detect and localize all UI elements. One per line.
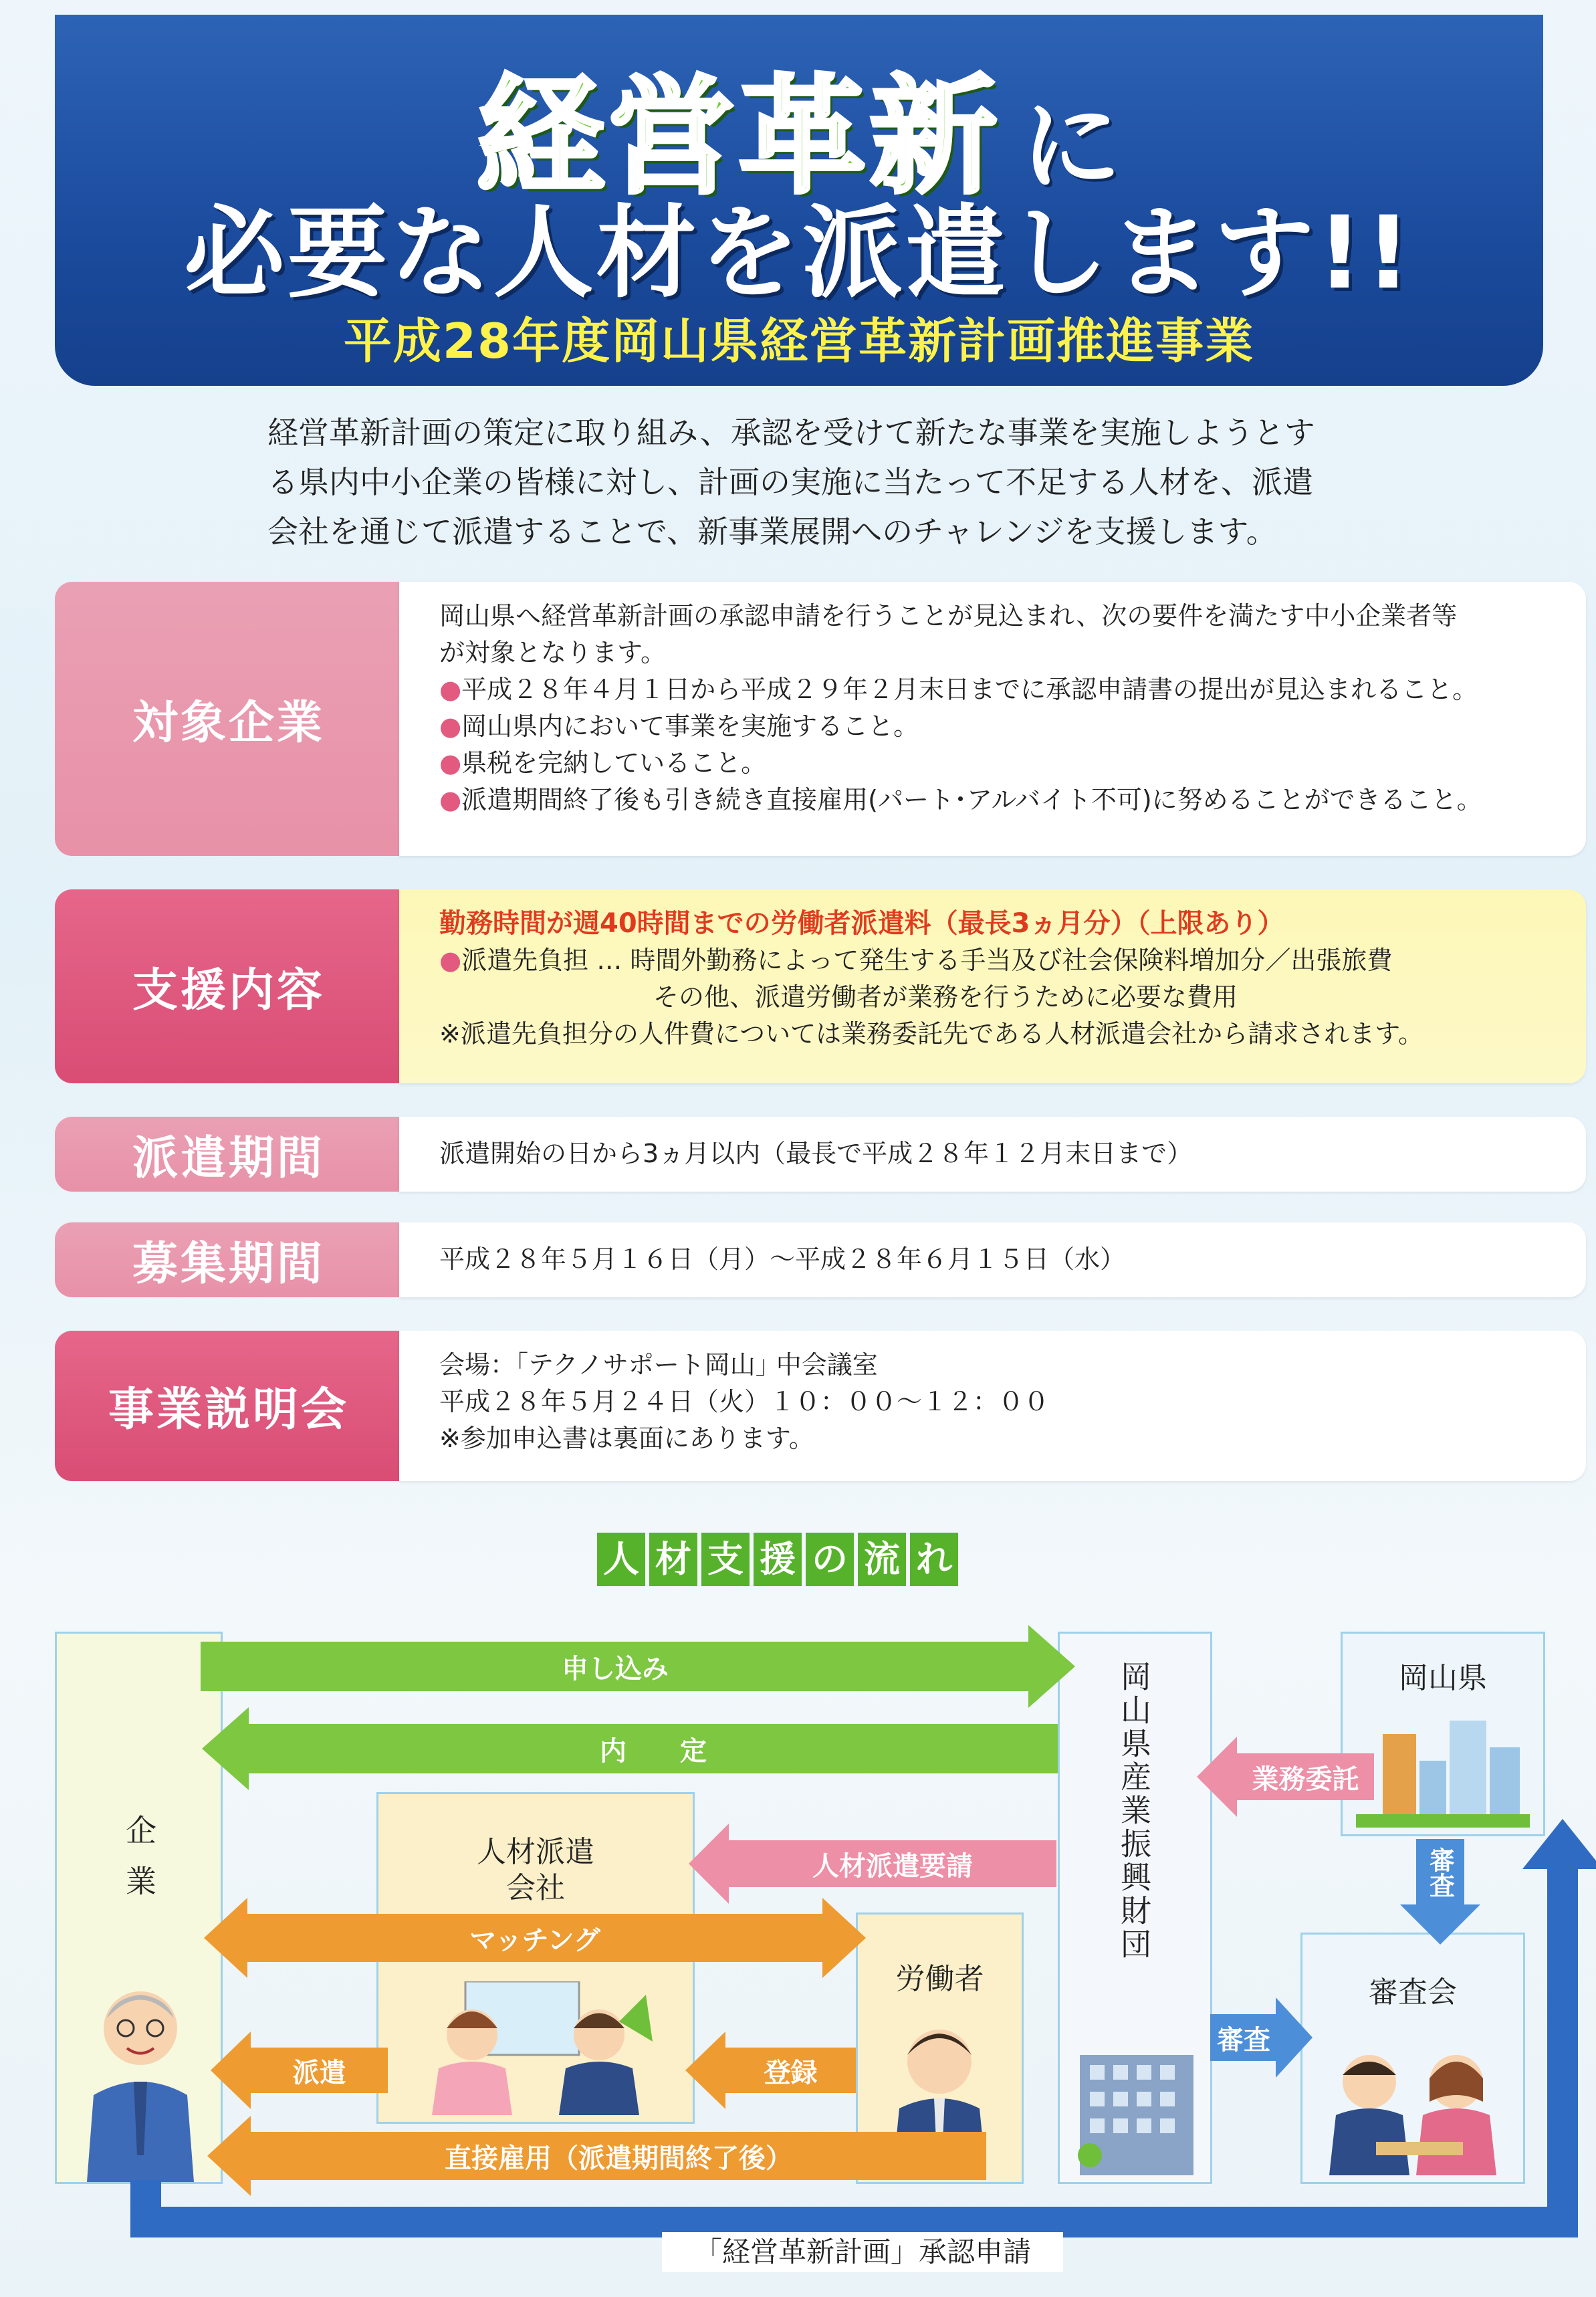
committee-meeting-icon: [1316, 2042, 1510, 2175]
company-label: 企業: [121, 1814, 157, 1916]
briefing-line3: ※参加申込書は裏面にあります。: [439, 1424, 814, 1453]
approve-arrow-label: 内 定: [600, 1735, 707, 1767]
approve-arrow: [249, 1724, 1058, 1773]
city-buildings-icon: [1356, 1707, 1530, 1828]
target-b3: 県税を完納していること。: [461, 748, 767, 778]
label-briefing: 事業説明会: [55, 1331, 403, 1481]
matching-arrow-label: マッチング: [469, 1925, 600, 1956]
register-arrow: [725, 2048, 856, 2093]
direct-hire-arrow: [251, 2132, 986, 2180]
foundation-label: 岡山県産業振興財団: [1116, 1660, 1152, 1961]
matching-right-arrowhead-icon: [822, 1898, 866, 1978]
direct-hire-arrowhead-icon: [207, 2116, 251, 2196]
register-arrowhead-icon: [685, 2032, 725, 2109]
agency-line1: 人材派遣: [477, 1835, 594, 1869]
dispatch-arrowhead-icon: [211, 2032, 251, 2109]
briefing-line1: 会場：｢テクノサポート岡山｣ 中会議室: [439, 1350, 878, 1380]
flow-title-char: 支: [701, 1533, 750, 1586]
committee-label: 審査会: [1369, 1975, 1457, 2009]
subtitle: 平成28年度岡山県経営革新計画推進事業: [343, 313, 1255, 369]
title-line2: 必要な人材を派遣します!!: [184, 195, 1414, 312]
apply-arrowhead-icon: [1028, 1625, 1075, 1708]
support-b1: 派遣先負担 … 時間外勤務によって発生する手当及び社会保険料増加分／出張旅費: [461, 946, 1393, 975]
flow-title-char: 流: [858, 1533, 906, 1586]
prefecture-label: 岡山県: [1399, 1661, 1487, 1695]
flow-title-char: 材: [649, 1533, 697, 1586]
review-right-arrow: [1210, 2014, 1277, 2061]
target-b4: 派遣期間終了後も引き続き直接雇用(パート･アルバイト不可)に努めることができること。: [461, 785, 1482, 814]
matching-left-arrowhead-icon: [204, 1898, 247, 1978]
dispatch-arrow-label: 派遣: [292, 2057, 346, 2088]
label-recruit: 募集期間: [55, 1222, 403, 1297]
target-line1: 岡山県へ経営革新計画の承認申請を行うことが見込まれ、次の要件を満たす中小企業者等: [439, 601, 1458, 631]
content-target: [399, 582, 1586, 856]
bullet-icon: ●: [439, 675, 462, 704]
intro-line: 経営革新計画の策定に取り組み、承認を受けて新たな事業を実施しようとす: [267, 415, 1315, 451]
bullet-icon: ●: [439, 785, 462, 814]
review-right-label: 審査: [1217, 2024, 1270, 2056]
label-support: 支援内容: [55, 889, 403, 1083]
row-target: [55, 582, 1586, 856]
content-support: [399, 889, 1586, 1083]
prefecture-box: [1341, 1632, 1545, 1836]
target-line2: が対象となります。: [439, 638, 666, 667]
meeting-illustration-icon: [419, 1981, 659, 2115]
label-period: 派遣期間: [55, 1117, 403, 1192]
approve-arrowhead-icon: [202, 1707, 249, 1790]
header-banner: [55, 15, 1543, 386]
direct-hire-arrow-label: 直接雇用（派遣期間終了後）: [445, 2143, 792, 2174]
period-text: 派遣開始の日から3ヵ月以内（最長で平成２８年１２月末日まで）: [439, 1139, 1193, 1168]
content-briefing: [399, 1331, 1586, 1481]
dispatch-arrow: [251, 2048, 388, 2093]
title-particle: に: [1021, 88, 1122, 205]
request-arrow: [729, 1840, 1056, 1887]
commission-arrow-label: 業務委託: [1252, 1763, 1359, 1795]
commission-arrow: [1237, 1753, 1374, 1800]
review-down-arrow: [1416, 1839, 1464, 1906]
content-recruit: [399, 1222, 1586, 1297]
register-arrow-label: 登録: [764, 2057, 818, 2088]
review-down-arrowhead-icon: [1400, 1904, 1480, 1945]
support-b1-cont: その他、派遣労働者が業務を行うために必要な費用: [653, 982, 1238, 1012]
flow-title-char: 援: [754, 1533, 802, 1586]
row-recruit: [55, 1222, 1586, 1297]
recruit-text: 平成２８年５月１６日（月）～平成２８年６月１５日（水）: [439, 1244, 1126, 1274]
flow-title-char: れ: [910, 1533, 958, 1586]
target-b1: 平成２８年４月１日から平成２９年２月末日までに承認申請書の提出が見込まれること。: [461, 675, 1478, 704]
plan-arrowhead-icon: [1522, 1819, 1596, 1869]
review-down-label: 審査: [1425, 1847, 1455, 1898]
foundation-box: [1058, 1632, 1212, 2184]
bullet-icon: ●: [439, 748, 462, 778]
briefing-line2: 平成２８年５月２４日（火）１０：００～１２：００: [439, 1387, 1050, 1416]
businessman-icon: [74, 1981, 207, 2182]
row-support: [55, 889, 1586, 1083]
agency-label: [378, 1834, 693, 1906]
review-right-arrowhead-icon: [1276, 1997, 1313, 2078]
target-b2: 岡山県内において事業を実施すること。: [461, 712, 919, 741]
plan-line-right: [1547, 1866, 1578, 2237]
label-target: 対象企業: [55, 582, 403, 856]
request-arrow-label: 人材派遣要請: [812, 1850, 973, 1882]
flow-title-char: 人: [597, 1533, 645, 1586]
intro-text: [267, 408, 1404, 556]
row-briefing: [55, 1331, 1586, 1481]
apply-arrow: [201, 1642, 1030, 1691]
row-period: [55, 1117, 1586, 1192]
worker-label: 労働者: [895, 1962, 984, 1996]
commission-arrowhead-icon: [1197, 1737, 1237, 1817]
company-box: [55, 1632, 223, 2184]
committee-box: [1300, 1933, 1525, 2184]
matching-arrow: [247, 1914, 822, 1962]
agency-line2: 会社: [506, 1871, 565, 1905]
plan-label: 「経営革新計画」承認申請: [662, 2232, 1063, 2272]
content-period: [399, 1117, 1586, 1192]
support-note: ※派遣先負担分の人件費については業務委託先である人材派遣会社から請求されます。: [439, 1019, 1424, 1049]
bullet-icon: ●: [439, 712, 462, 741]
bullet-icon: ●: [439, 946, 462, 975]
support-headline: 勤務時間が週40時間までの労働者派遣料（最長3ヵ月分）（上限あり）: [439, 908, 1284, 939]
flow-title-char: の: [806, 1533, 854, 1586]
flow-title: [597, 1533, 958, 1586]
intro-line: 会社を通じて派遣することで、新事業展開へのチャレンジを支援します。: [267, 514, 1277, 550]
office-building-icon: [1073, 2042, 1200, 2175]
apply-arrow-label: 申し込み: [562, 1653, 669, 1684]
intro-line: る県内中小企業の皆様に対し、計画の実施に当たって不足する人材を、派遣: [267, 464, 1313, 500]
title-highlight: 経営革新: [476, 63, 1001, 211]
request-arrowhead-icon: [689, 1824, 729, 1904]
